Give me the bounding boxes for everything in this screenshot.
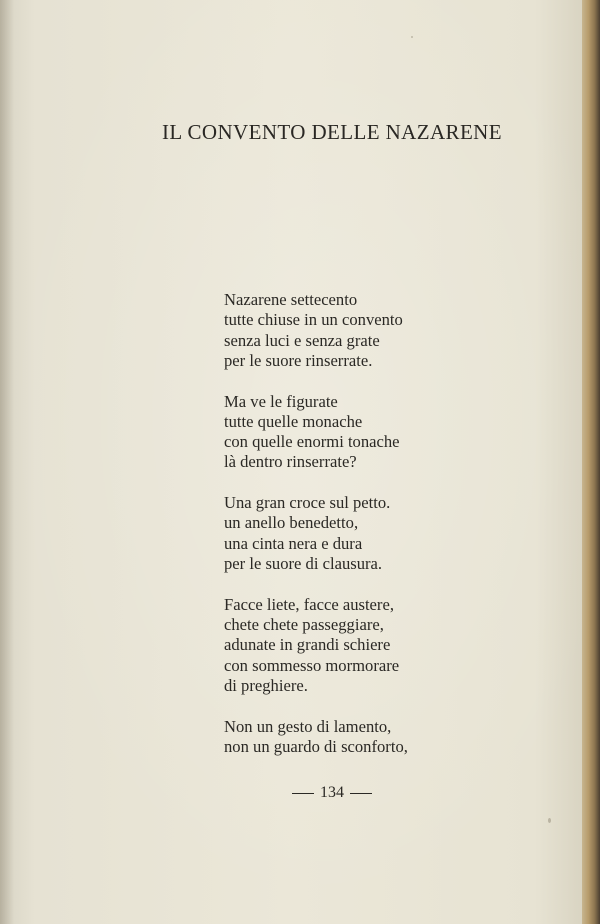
poem-line: chete chete passeggiare, — [224, 615, 384, 635]
poem-line: adunate in grandi schiere — [224, 635, 391, 655]
poem-body — [224, 290, 408, 778]
stanza-4 — [224, 595, 408, 696]
poem-line: Nazarene settecento — [224, 290, 358, 309]
poem-line: Facce liete, facce austere, — [224, 594, 394, 614]
page-number — [0, 784, 600, 802]
poem-line: per le suore di clausura. — [224, 554, 383, 574]
poem-line: con sommesso mormorare — [224, 655, 400, 675]
dash-right — [350, 793, 372, 794]
poem-line: Una gran croce sul petto. — [224, 493, 391, 513]
poem-line: per le suore rinserrate. — [224, 350, 373, 370]
stanza-5 — [224, 717, 408, 758]
dash-left — [292, 793, 314, 794]
paper-speck — [411, 36, 413, 38]
poem-line: tutte chiuse in un convento — [224, 310, 403, 330]
poem-line: Ma ve le figurate — [224, 391, 338, 411]
poem-line: senza luci e senza grate — [224, 330, 380, 350]
poem-title: IL CONVENTO DELLE NAZARENE — [162, 120, 502, 144]
page-edge — [582, 0, 600, 924]
poem-line: di preghiere. — [224, 675, 308, 695]
poem-line: con quelle enormi tonache — [224, 432, 400, 452]
poem-line: tutte quelle monache — [224, 411, 363, 431]
poem-line: un anello benedetto, — [224, 513, 359, 533]
poem-line: una cinta nera e dura — [224, 533, 363, 553]
stanza-2 — [224, 392, 408, 473]
poem-line: non un guardo di sconforto, — [224, 736, 408, 756]
stanza-3 — [224, 493, 408, 574]
paper-speck — [548, 818, 551, 823]
poem-line: là dentro rinserrate? — [224, 452, 357, 472]
page-number-value: 134 — [320, 784, 344, 801]
stanza-1 — [224, 290, 408, 371]
poem-line: Non un gesto di lamento, — [224, 716, 392, 736]
